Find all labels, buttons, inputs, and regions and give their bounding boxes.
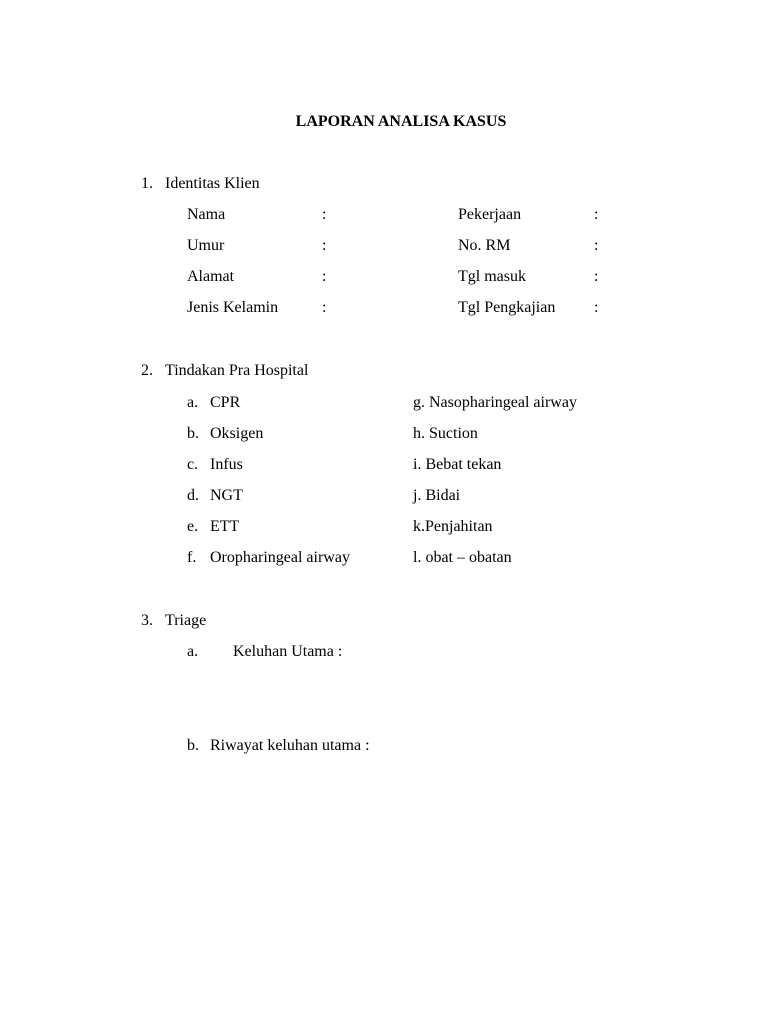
list-item-text: CPR [210, 394, 241, 411]
section1-number: 1. [141, 175, 153, 192]
triage-item-a-letter: a. [187, 643, 199, 660]
list-item-letter: f. [187, 549, 197, 566]
list-item-text: Infus [210, 456, 243, 473]
triage-item-a-text: Keluhan Utama : [233, 643, 343, 660]
triage-item-b-text: Riwayat keluhan utama : [210, 737, 370, 754]
list-item-letter: d. [187, 487, 199, 504]
field-colon-umur: : [322, 237, 327, 254]
field-colon-jenis-kelamin: : [322, 299, 327, 316]
field-label-tgl-pengkajian: Tgl Pengkajian [458, 299, 556, 316]
section3-number: 3. [141, 612, 153, 629]
list-item-text: NGT [210, 487, 243, 504]
list-item-letter: c. [187, 456, 199, 473]
field-label-pekerjaan: Pekerjaan [458, 206, 522, 223]
field-colon-nama: : [322, 206, 327, 223]
field-colon-no-rm: : [594, 237, 599, 254]
list-item-letter: b. [187, 425, 199, 442]
list-item-text: Oksigen [210, 425, 264, 442]
field-colon-pekerjaan: : [594, 206, 599, 223]
list-item-right: l. obat – obatan [413, 549, 512, 566]
field-label-no-rm: No. RM [458, 237, 511, 254]
list-item-text: ETT [210, 518, 240, 535]
list-item-letter: e. [187, 518, 199, 535]
list-item-right: g. Nasopharingeal airway [413, 394, 577, 411]
section2-heading: Tindakan Pra Hospital [165, 362, 309, 379]
field-label-umur: Umur [187, 237, 225, 254]
field-colon-alamat: : [322, 268, 327, 285]
field-label-alamat: Alamat [187, 268, 235, 285]
triage-item-b-letter: b. [187, 737, 199, 754]
field-colon-tgl-pengkajian: : [594, 299, 599, 316]
list-item-right: h. Suction [413, 425, 478, 442]
field-label-tgl-masuk: Tgl masuk [458, 268, 526, 285]
section3-heading: Triage [165, 612, 207, 629]
document-title: LAPORAN ANALISA KASUS [295, 113, 507, 130]
list-item-text: Oropharingeal airway [210, 549, 350, 566]
list-item-letter: a. [187, 394, 199, 411]
field-label-nama: Nama [187, 206, 226, 223]
list-item-right: j. Bidai [413, 487, 461, 504]
list-item-right: k.Penjahitan [413, 518, 493, 535]
field-label-jenis-kelamin: Jenis Kelamin [187, 299, 279, 316]
field-colon-tgl-masuk: : [594, 268, 599, 285]
section2-number: 2. [141, 362, 153, 379]
list-item-right: i. Bebat tekan [413, 456, 502, 473]
section1-heading: Identitas Klien [165, 175, 260, 192]
